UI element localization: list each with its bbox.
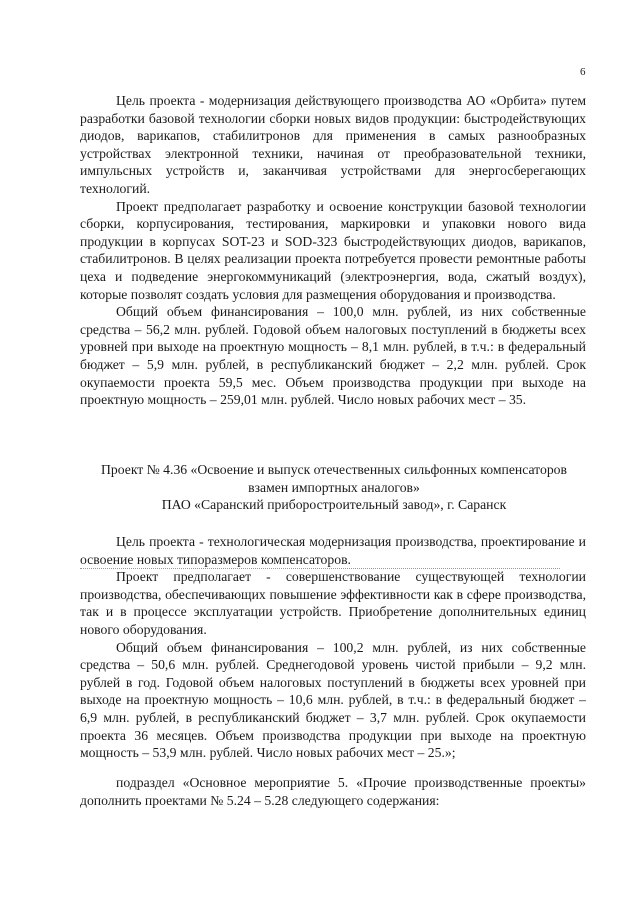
project-orbita-section	[80, 92, 586, 409]
project-436-company: ПАО «Саранский приборостроительный завод», г. Саранск	[161, 497, 507, 513]
page-number: 6	[580, 66, 586, 78]
closing-paragraph: подраздел «Основное мероприятие 5. «Прочие производственные проекты» дополнить проектами № 5.24 – 5.28 следующего содержания:	[80, 775, 586, 808]
p436-finance-paragraph: Общий объем финансирования – 100,2 млн. рублей, из них собственные средства – 50,6 млн. рублей. Среднегодовой уровень чистой прибыли – 9,2 млн. рублей в год. Годовой объем налоговых поступлений в бюджеты всех уровней при выходе на проектную мощность – 10,6 млн. рублей, в т.ч.: в федеральный бюджет – 6,9 млн. рублей, в республиканский бюджет – 3,7 млн. рублей. Срок окупаемости проекта 36 месяцев. Объем производства продукции при выходе на проектную мощность – 53,9 млн. рублей. Число новых рабочих мест – 25.»;	[80, 639, 586, 761]
p436-goal-paragraph: Цель проекта - технологическая модернизация производства, проектирование и освоение новых типоразмеров компенсаторов.	[80, 534, 586, 567]
closing-section	[80, 774, 586, 809]
project-436-title-line2: взамен импортных аналогов»	[248, 479, 420, 495]
project-436-section	[80, 533, 586, 762]
orbita-finance-paragraph: Общий объем финансирования – 100,0 млн. рублей, из них собственные средства – 56,2 млн. рублей. Годовой объем налоговых поступлений в бюджеты всех уровней при выходе на проектную мощность – 8,1 млн. рублей, в т.ч.: в федеральный бюджет – 5,9 млн. рублей, в республиканский бюджет – 2,2 млн. рублей. Срок окупаемости проекта 59,5 мес. Объем производства продукции при выходе на проектную мощность – 259,01 млн. рублей. Число новых рабочих мест – 35.	[80, 304, 586, 408]
p436-scope-paragraph: Проект предполагает - совершенствование существующей технологии производства, обеспечивающих повышение эффективности как в сфере производства, так и в процессе эксплуатации устройств. Приобретение дополнительных единиц нового оборудования.	[80, 569, 586, 637]
project-436-heading	[74, 461, 594, 514]
orbita-goal-paragraph: Цель проекта - модернизация действующего производства АО «Орбита» путем разработки базовой технологии сборки новых видов продукции: быстродействующих диодов, варикапов, стабилитронов для применения в самых разнообразных устройствах электронной техники, начиная от преобразовательной техники, импульсных устройств и, заканчивая устройствами для энергосберегающих технологий.	[80, 93, 586, 196]
orbita-scope-paragraph: Проект предполагает разработку и освоение конструкции базовой технологии сборки, корпусирования, тестирования, маркировки и упаковки нового вида продукции в корпусах SOT-23 и SOD-323 быстродействующих диодов, варикапов, стабилитронов. В целях реализации проекта потребуется провести ремонтные работы цеха и подведение энергокоммуникаций (электроэнергия, вода, сжатый воздух), которые позволят создать условия для размещения оборудования и производства.	[80, 198, 586, 302]
project-436-title-line1: Проект № 4.36 «Освоение и выпуск отечественных сильфонных компенсаторов	[101, 462, 567, 477]
